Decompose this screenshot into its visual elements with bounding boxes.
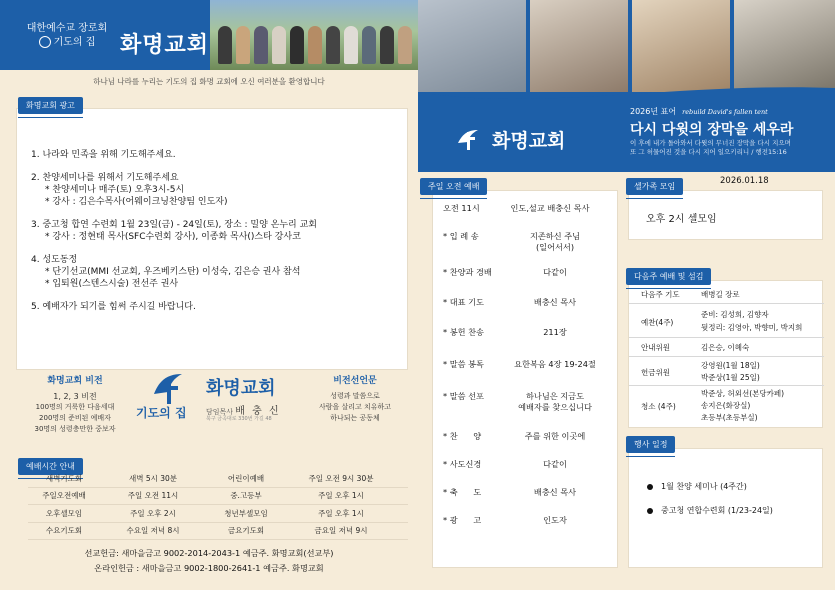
event-item: 1월 찬양 세미나 (4주간)	[647, 481, 747, 492]
event-item: 중고청 연합수련회 (1/23-24일)	[647, 505, 773, 516]
worship-row-label: 오전 11시	[443, 203, 480, 213]
dove-cross-icon	[148, 368, 188, 408]
worship-row-value: 인도,설교 배충신 목사	[510, 203, 590, 213]
children-photo	[632, 0, 730, 92]
denomination-text: 대한예수교 장로회	[26, 23, 108, 34]
notice-list	[31, 149, 401, 324]
table-row: 오후셀모임 주일 오후 2시 청년부셀모임 주일 오후 1시	[28, 505, 408, 523]
notice-tag: 화명교회 광고	[18, 97, 83, 114]
church-mark-icon	[39, 36, 51, 48]
table-row: 수요기도회 수요일 저녁 8시 금요기도회 금요일 저녁 9시	[28, 523, 408, 541]
table-row: 새벽기도회 새벽 5시 30분 어린이예배 주일 오전 9시 30분	[28, 470, 408, 488]
church-address: 북구 금곡대로 330번 가길 48	[206, 416, 272, 422]
worship-row-label: * 사도신경	[443, 459, 482, 469]
worship-row-value: 다같이	[543, 459, 567, 469]
notice-item-5: 5. 예배자가 되기를 힘써 주시길 바랍니다.	[31, 302, 196, 312]
worship-photo	[418, 0, 526, 92]
prayer-photo	[734, 0, 835, 92]
table-row: 주일오전예배 주일 오전 11시 중.고등부 주일 오후 1시	[28, 488, 408, 506]
worship-row-value: 요한복음 4장 19-24절	[514, 359, 596, 369]
left-header	[0, 0, 418, 70]
worship-row-label: * 입 례 송	[443, 231, 479, 241]
bullet-icon	[647, 508, 653, 514]
center-church-name: 화명교회	[206, 378, 276, 399]
house-label: 기도의 집	[53, 37, 96, 48]
fellowship-photo	[530, 0, 628, 92]
worship-row-label: * 말씀 봉독	[443, 359, 484, 369]
online-account: 온라인헌금 : 새마을금고 9002-1800-2641-1 예금주. 화명교회	[94, 563, 324, 573]
notice-item-3: 3. 중고청 합연 수련회 1월 23일(금) - 24일(토), 장소 : 밀양 온누리 교회 * 강사 : 정현태 목사(SFC수련회 강사), 이종화 목사()스타 강사코	[31, 220, 318, 242]
worship-row-label: * 대표 기도	[443, 297, 484, 307]
service-times-table	[28, 470, 408, 540]
year-motto: 다시 다윗의 장막을 세우라	[630, 122, 794, 138]
worship-order	[432, 190, 618, 568]
right-church-name: 화명교회	[492, 130, 566, 152]
vision-block: 화명교회 비전 1, 2, 3 비전 100명의 거룩한 다음세대 200명의 준비된 예배자 30명의 성령충만한 중보자	[20, 376, 130, 435]
denomination-block	[22, 22, 112, 50]
worship-row-value: 주를 위한 이곳에	[524, 431, 586, 441]
header-wave	[418, 82, 835, 110]
worship-row-label: * 말씀 선포	[443, 391, 484, 401]
worship-row-label: * 광 고	[443, 515, 482, 525]
pastor-line: 담임목사 배 충 신	[206, 406, 281, 417]
next-week-box: 다음주 기도 배병길 장로 예찬(4주) 준비: 김성희, 김향자 뒷정리: 김영아, 박향미, 박지희 안내위원 김은승, 이혜숙 헌금위원 강영원(1월 18일) 박준상(1월 25일) 청소 (4주) 박준상, 허외선(본당카페) 송지은(화장실) 초등부(초등부실)	[628, 280, 823, 428]
notice-item-4: 4. 성도동정 * 단기선교(MMI 선교회, 우즈베키스탄) 이성숙, 김은승 권사 참석 * 입퇴원(스텐스시술) 전선주 권사	[31, 255, 301, 289]
worship-row-value: 다같이	[543, 267, 567, 277]
worship-row-value: 지존하신 주님 (일어서서)	[529, 231, 581, 252]
worship-row-label: * 봉헌 찬송	[443, 327, 484, 337]
next-week-tag: 다음주 예배 및 섬김	[626, 268, 711, 285]
worship-tag: 주일 오전 예배	[420, 178, 487, 195]
worship-row-value: 배충신 목사	[533, 297, 577, 307]
worship-row-label: * 축 도	[443, 487, 482, 497]
vision-decl-title: 비전선언문	[333, 376, 377, 386]
mission-account: 선교헌금: 새마을금고 9002-2014-2043-1 예금주. 화명교회(선교부)	[84, 548, 334, 558]
worship-row-value: 211장	[543, 327, 567, 337]
notice-item-2: 2. 찬양세미나를 위해서 기도해주세요 * 찬양세미나 매주(토) 오후3시-5시 * 강사 : 김은수목사(어웨이크닝찬양팀 인도자)	[31, 173, 228, 207]
church-name-title: 화명교회	[120, 33, 210, 58]
events-tag: 행사 일정	[626, 436, 675, 453]
year-motto-label: 2026년 표어 rebuild David's fallen tent	[630, 107, 768, 116]
notice-item-1: 1. 나라와 민족을 위해 기도해주세요.	[31, 150, 176, 160]
worship-row-label: * 찬양과 경배	[443, 267, 492, 277]
dove-cross-icon	[455, 126, 481, 152]
worship-row-value: 하나님은 지금도 예배자를 찾으십니다	[518, 391, 592, 412]
bulletin-date: 2026.01.18	[720, 176, 769, 186]
offering-accounts	[0, 546, 418, 576]
congregation-photo	[210, 0, 418, 70]
worship-row-value: 인도자	[543, 515, 567, 525]
worship-row-label: * 찬 양	[443, 431, 482, 441]
vision-declaration: 비전선언문 성령과 말씀으로 사람을 살리고 치유하고 하나되는 공동체	[300, 376, 410, 424]
center-house-label: 기도의 집	[136, 406, 187, 420]
cell-meeting-text: 오후 2시 셀모임	[646, 214, 717, 225]
bullet-icon	[647, 484, 653, 490]
center-logo	[134, 368, 294, 438]
motto-verse: 이 후에 내가 돌아와서 다윗의 무너진 장막을 다시 지으며 또 그 허물어진 것을 다시 지어 일으키리니 / 행전15:16	[630, 139, 791, 156]
service-times-tag: 예배시간 안내	[18, 458, 83, 475]
cell-tag: 셀가족 모임	[626, 178, 683, 195]
events-box	[628, 448, 823, 568]
notice-box	[16, 108, 408, 370]
vision-title: 화명교회 비전	[47, 376, 103, 386]
welcome-text: 하나님 나라를 누리는 기도의 집 화명 교회에 오신 여러분을 환영합니다	[93, 77, 325, 86]
worship-row-value: 배충신 목사	[533, 487, 577, 497]
